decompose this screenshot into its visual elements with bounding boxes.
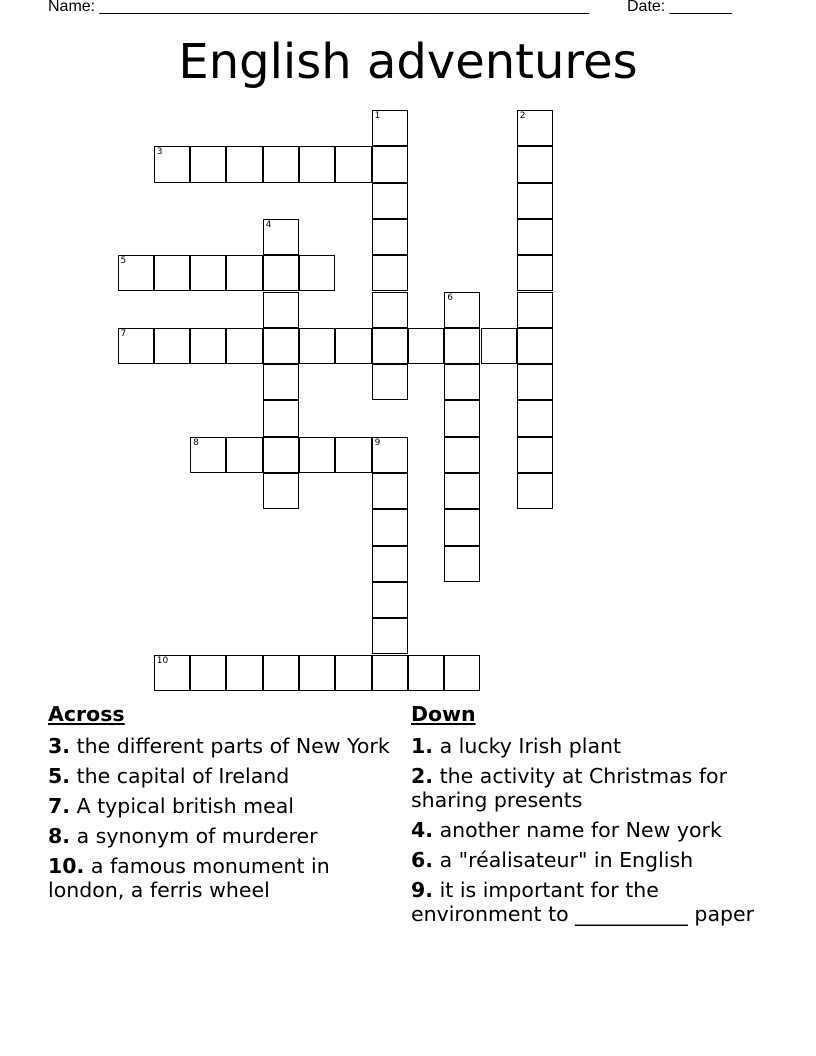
- cell-number: 1: [374, 111, 381, 121]
- crossword-cell[interactable]: [517, 328, 553, 364]
- crossword-cell[interactable]: [263, 255, 299, 291]
- clue-number: 2.: [411, 764, 434, 788]
- crossword-cell[interactable]: [517, 219, 553, 255]
- crossword-cell[interactable]: [372, 437, 408, 473]
- crossword-cell[interactable]: [444, 437, 480, 473]
- crossword-cell[interactable]: [444, 473, 480, 509]
- crossword-cell[interactable]: [118, 255, 154, 291]
- page-title: English adventures: [178, 34, 638, 90]
- crossword-cell[interactable]: [263, 146, 299, 182]
- crossword-cell[interactable]: [263, 219, 299, 255]
- crossword-cell[interactable]: [335, 437, 371, 473]
- clue-number: 9.: [411, 878, 434, 902]
- crossword-cell[interactable]: [263, 292, 299, 328]
- crossword-cell[interactable]: [517, 110, 553, 146]
- clue-across-10: [48, 854, 393, 902]
- crossword-cell[interactable]: [335, 655, 371, 691]
- date-field[interactable]: Date: _______: [627, 0, 732, 15]
- cell-number: 7: [120, 328, 127, 339]
- clue-number: 10.: [48, 854, 85, 878]
- crossword-cell[interactable]: [190, 328, 226, 364]
- crossword-cell[interactable]: [118, 328, 154, 364]
- clue-number: 3.: [48, 734, 71, 758]
- clue-text: another name for New york: [439, 818, 722, 842]
- crossword-cell[interactable]: [299, 437, 335, 473]
- crossword-cell[interactable]: [263, 328, 299, 364]
- crossword-cell[interactable]: [517, 255, 553, 291]
- crossword-cell[interactable]: [517, 437, 553, 473]
- crossword-cell[interactable]: [517, 146, 553, 182]
- clue-number: 1.: [411, 734, 434, 758]
- clue-number: 7.: [48, 794, 71, 818]
- crossword-cell[interactable]: [372, 255, 408, 291]
- crossword-cell[interactable]: [263, 473, 299, 509]
- crossword-cell[interactable]: [190, 146, 226, 182]
- clue-number: 6.: [411, 848, 434, 872]
- crossword-cell[interactable]: [372, 473, 408, 509]
- crossword-cell[interactable]: [372, 582, 408, 618]
- crossword-cell[interactable]: [190, 437, 226, 473]
- crossword-cell[interactable]: [226, 146, 262, 182]
- crossword-cell[interactable]: [372, 183, 408, 219]
- crossword-cell[interactable]: [372, 328, 408, 364]
- crossword-cell[interactable]: [444, 546, 480, 582]
- cell-number: 4: [265, 219, 272, 230]
- crossword-cell[interactable]: [335, 328, 371, 364]
- crossword-cell[interactable]: [517, 473, 553, 509]
- crossword-cell[interactable]: [372, 219, 408, 255]
- crossword-cell[interactable]: [372, 509, 408, 545]
- clue-down-1: [411, 734, 756, 758]
- crossword-cell[interactable]: [226, 328, 262, 364]
- crossword-cell[interactable]: [517, 183, 553, 219]
- crossword-cell[interactable]: [372, 618, 408, 654]
- cell-number: 5: [120, 256, 127, 267]
- clue-number: 8.: [48, 824, 71, 848]
- cell-number: 2: [519, 111, 526, 121]
- crossword-cell[interactable]: [190, 655, 226, 691]
- clue-down-2: [411, 764, 756, 812]
- crossword-cell[interactable]: [372, 364, 408, 400]
- crossword-cell[interactable]: [444, 292, 480, 328]
- crossword-cell[interactable]: [444, 364, 480, 400]
- clue-down-9: [411, 878, 756, 926]
- clue-down-6: [411, 848, 756, 872]
- crossword-cell[interactable]: [481, 328, 517, 364]
- crossword-cell[interactable]: [408, 655, 444, 691]
- clue-across-3: [48, 734, 393, 758]
- crossword-cell[interactable]: [263, 364, 299, 400]
- cell-number: 10: [156, 655, 169, 666]
- clue-text: the activity at Christmas for sharing presents: [411, 764, 728, 812]
- crossword-cell[interactable]: [517, 292, 553, 328]
- clue-text: A typical british meal: [76, 794, 294, 818]
- crossword-cell[interactable]: [226, 255, 262, 291]
- crossword-cell[interactable]: [190, 255, 226, 291]
- crossword-cell[interactable]: [372, 292, 408, 328]
- crossword-cell[interactable]: [154, 255, 190, 291]
- clue-number: 5.: [48, 764, 71, 788]
- cell-number: 9: [374, 437, 381, 448]
- clue-down-4: [411, 818, 756, 842]
- crossword-cell[interactable]: [444, 400, 480, 436]
- clue-text: the different parts of New York: [76, 734, 390, 758]
- crossword-cell[interactable]: [226, 437, 262, 473]
- crossword-cell[interactable]: [154, 655, 190, 691]
- crossword-cell[interactable]: [372, 110, 408, 146]
- crossword-cell[interactable]: [372, 655, 408, 691]
- crossword-cell[interactable]: [372, 546, 408, 582]
- crossword-cell[interactable]: [263, 655, 299, 691]
- crossword-cell[interactable]: [299, 146, 335, 182]
- clue-text: the capital of Ireland: [76, 764, 290, 788]
- clue-text: a lucky Irish plant: [439, 734, 622, 758]
- crossword-cell[interactable]: [263, 400, 299, 436]
- clue-across-7: [48, 794, 393, 818]
- across-heading: Across: [48, 702, 125, 726]
- across-clues: [48, 700, 393, 908]
- clue-text: a famous monument in london, a ferris wheel: [48, 854, 330, 902]
- crossword-cell[interactable]: [517, 400, 553, 436]
- crossword-cell[interactable]: [154, 146, 190, 182]
- crossword-cell[interactable]: [444, 509, 480, 545]
- down-heading: Down: [411, 702, 476, 726]
- clue-text: a synonym of murderer: [76, 824, 318, 848]
- crossword-cell[interactable]: [299, 328, 335, 364]
- clue-across-5: [48, 764, 393, 788]
- crossword-cell[interactable]: [154, 328, 190, 364]
- crossword-cell[interactable]: [372, 146, 408, 182]
- crossword-cell[interactable]: [299, 255, 335, 291]
- clue-number: 4.: [411, 818, 434, 842]
- cell-number: 3: [156, 147, 163, 158]
- crossword-cell[interactable]: [226, 655, 262, 691]
- crossword-cell[interactable]: [335, 146, 371, 182]
- clue-text: a "réalisateur" in English: [439, 848, 694, 872]
- crossword-cell[interactable]: [263, 437, 299, 473]
- down-clues: [411, 700, 756, 932]
- clue-across-8: [48, 824, 393, 848]
- clue-text: it is important for the environment to ___________ paper: [411, 878, 755, 926]
- crossword-cell[interactable]: [517, 364, 553, 400]
- crossword-cell[interactable]: [444, 328, 480, 364]
- crossword-cell[interactable]: [299, 655, 335, 691]
- crossword-cell[interactable]: [408, 328, 444, 364]
- crossword-cell[interactable]: [444, 655, 480, 691]
- cell-number: 6: [447, 292, 453, 303]
- name-field[interactable]: Name: _______________________________________________________: [48, 0, 589, 15]
- cell-number: 8: [193, 437, 199, 448]
